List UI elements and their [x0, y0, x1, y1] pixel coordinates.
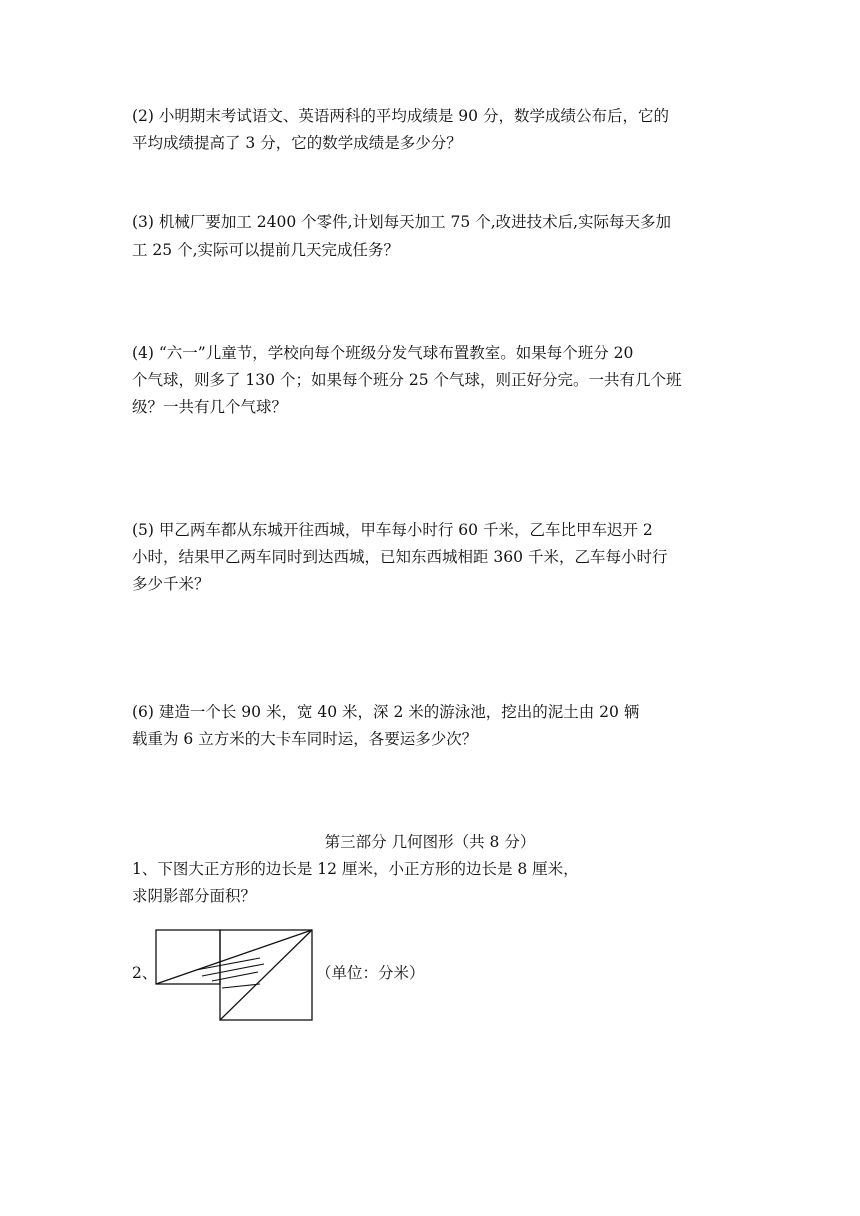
- small-square: [156, 930, 220, 984]
- problem-4-line-1: (4) “六一”儿童节，学校向每个班级分发气球布置教室。如果每个班分 20: [132, 344, 634, 362]
- geometry-q2-label: 2、: [132, 964, 158, 982]
- squares-figure: [152, 926, 316, 1024]
- problem-3-line-2: 工 25 个,实际可以提前几天完成任务？: [132, 241, 400, 259]
- diagonal-line-top: [156, 930, 312, 984]
- problem-2-line-1: (2) 小明期末考试语文、英语两科的平均成绩是 90 分，数学成绩公布后，它的: [132, 107, 669, 125]
- geometry-q1-line-2: 求阴影部分面积？: [132, 887, 257, 905]
- geometry-q1-line-1: 1、下图大正方形的边长是 12 厘米，小正方形的边长是 8 厘米，: [132, 860, 579, 878]
- problem-6-line-2: 载重为 6 立方米的大卡车同时运，各要运多少次？: [132, 730, 478, 748]
- problem-5-line-1: (5) 甲乙两车都从东城开往西城，甲车每小时行 60 千米，乙车比甲车迟开 2: [132, 521, 653, 539]
- problem-4-line-2: 个气球，则多了 130 个；如果每个班分 25 个气球，则正好分完。一共有几个班: [132, 371, 682, 389]
- problem-6-line-1: (6) 建造一个长 90 米，宽 40 米，深 2 米的游泳池，挖出的泥土由 20 辆: [132, 703, 640, 721]
- problem-2-line-2: 平均成绩提高了 3 分，它的数学成绩是多少分？: [132, 134, 462, 152]
- unit-note: （单位：分米）: [316, 964, 425, 982]
- problem-5-line-2: 小时，结果甲乙两车同时到达西城，已知东西城相距 360 千米，乙车每小时行: [132, 548, 668, 566]
- section-title: 第三部分 几何图形（共 8 分）: [324, 833, 536, 851]
- diagonal-line-bottom: [220, 930, 312, 1020]
- problem-5-line-3: 多少千米？: [132, 575, 210, 593]
- problem-3-line-1: (3) 机械厂要加工 2400 个零件,计划每天加工 75 个,改进技术后,实际每天多加: [132, 213, 672, 231]
- problem-4-line-3: 级？一共有几个气球？: [132, 398, 288, 416]
